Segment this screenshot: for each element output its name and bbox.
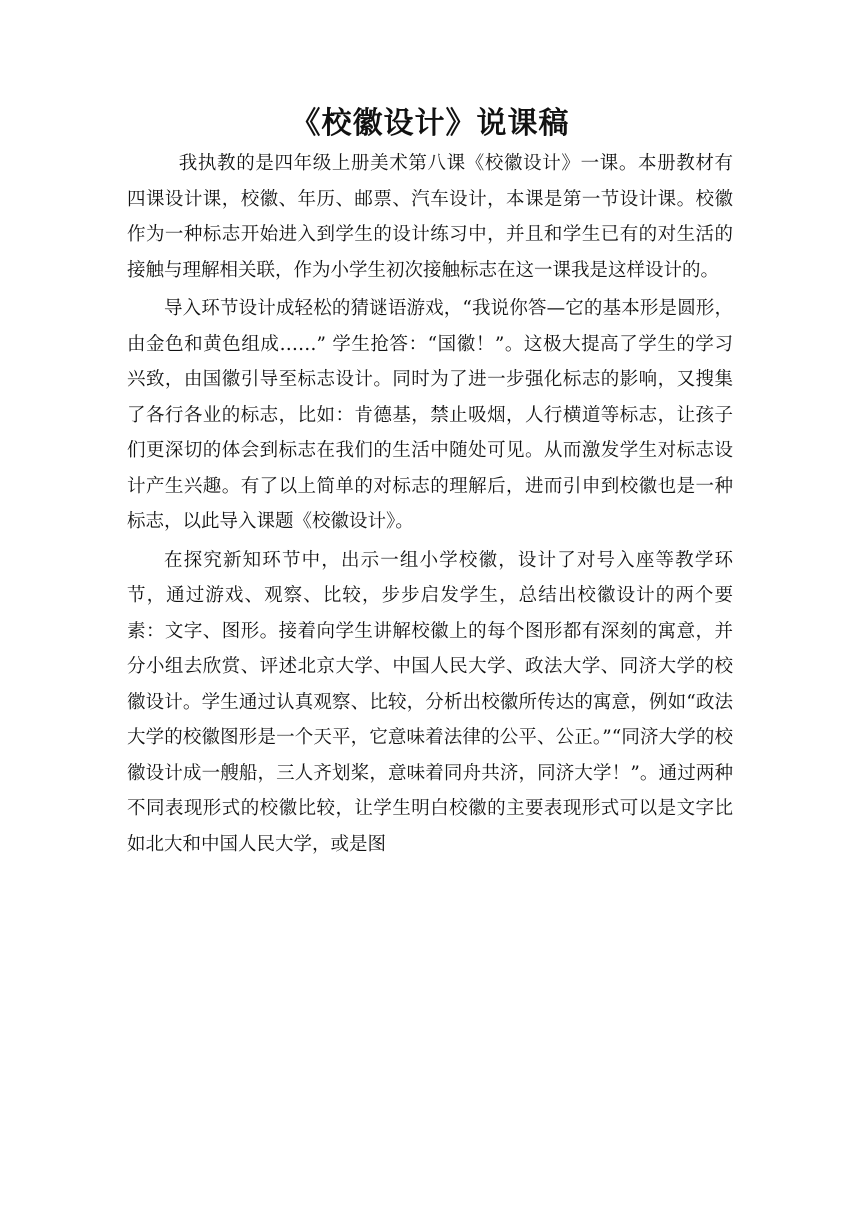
paragraph-intro: 我执教的是四年级上册美术第八课《校徽设计》一课。本册教材有四课设计课，校徽、年历、邮票、汽车设计，本课是第一节设计课。校徽作为一种标志开始进入到学生的设计练习中，并且和学生已有的对生活的接触与理解相关联，作为小学生初次接触标志在这一课我是这样设计的。 xyxy=(127,153,733,281)
document-title: 《校徽设计》说课稿 xyxy=(290,106,570,141)
paragraph-exploration-segment: 在探究新知环节中，出示一组小学校徽，设计了对号入座等教学环节，通过游戏、观察、比较，步步启发学生，总结出校徽设计的两个要素：文字、图形。接着向学生讲解校徽上的每个图形都有深刻的寓意，并分小组去欣赏、评述北京大学、中国人民大学、政法大学、同济大学的校徽设计。学生通过认真观察、比较，分析出校徽所传达的寓意，例如“政法大学的校徽图形是一个天平，它意味着法律的公平、公正。”“同济大学的校徽设计成一艘船，三人齐划桨，意味着同舟共济，同济大学！”。通过两种不同表现形式的校徽比较，让学生明白校徽的主要表现形式可以是文字比如北大和中国人民大学，或是图 xyxy=(127,549,733,855)
document-page xyxy=(127,102,733,862)
paragraph-introduction-segment: 导入环节设计成轻松的猜谜语游戏，“我说你答—它的基本形是圆形，由金色和黄色组成……” 学生抢答：“国徽！”。这极大提高了学生的学习兴致，由国徽引导至标志设计。同时为了进一步强化标志的影响，又搜集了各行各业的标志，比如：肯德基，禁止吸烟，人行横道等标志，让孩子们更深切的体会到标志在我们的生活中随处可见。从而激发学生对标志设计产生兴趣。有了以上简单的对标志的理解后，进而引申到校徽也是一种标志，以此导入课题《校徽设计》。 xyxy=(127,298,733,532)
